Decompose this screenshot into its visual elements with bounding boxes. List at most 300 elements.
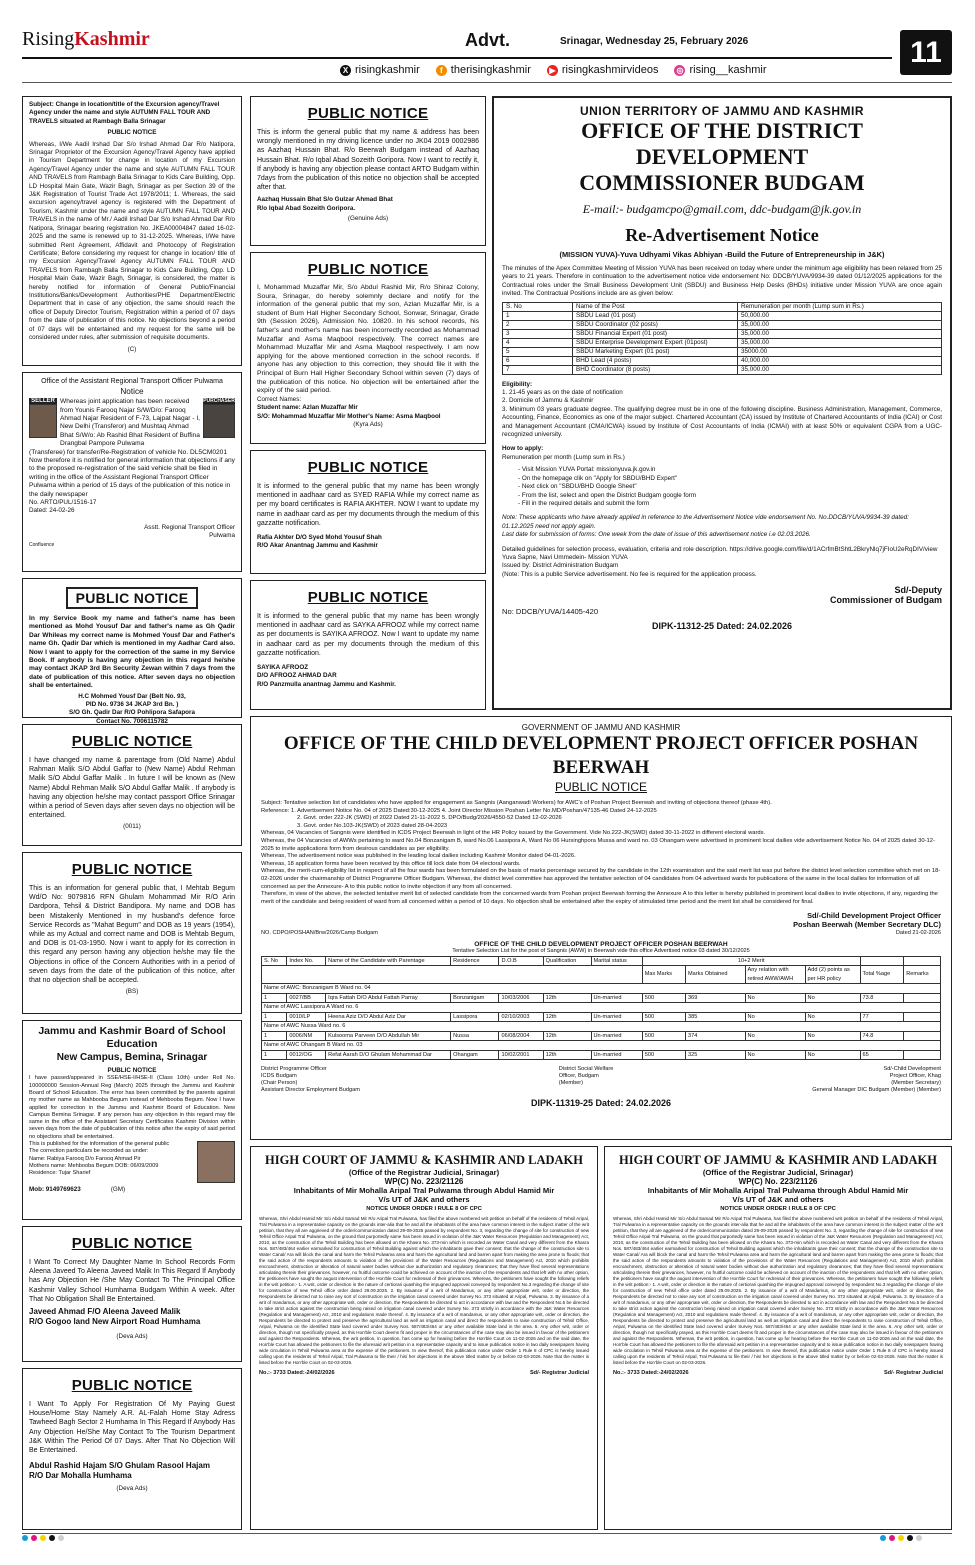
cell: Kulsooma Parveen D/O Abdullah Mir [326, 1031, 451, 1041]
cell [904, 1050, 941, 1060]
youtube-icon: ▶ [547, 65, 558, 76]
step-item: - Next click on "SBDU/BHD Google Sheet" [518, 483, 637, 491]
cell: 3 [503, 329, 573, 338]
cdpo-reference: 3. Govt. order No.103-JK(SWD) of 2023 dated 28-04-2023 [297, 822, 448, 829]
cell: 50,000.00 [738, 311, 942, 320]
hc-notice: NOTICE UNDER ORDER I RULE 8 OF CPC [366, 1206, 482, 1212]
group-label: Name of AWC: Bonzanigam B Ward no. 04 [262, 984, 941, 994]
rto-office: Office of the Assistant Regional Transport Officer Pulwama [41, 378, 223, 385]
cell [904, 1031, 941, 1041]
table-header: Max Marks [642, 966, 685, 984]
committee-line: ICDS Budgam [261, 1073, 297, 1080]
cell: 1 [262, 1050, 287, 1060]
cdpo-subject: Subject: Tentative selection list of candidates who have applied for engagement as Sangnis (Aanganwadi Workers) for AWC's of Poshan Project Beerwah and inviting of objections thereof (phase 4th). [261, 800, 772, 806]
group-label: Name of AWC Nussa Ward no. 6 [262, 1022, 941, 1032]
table-header: Residence [451, 956, 499, 966]
brand-plain: Rising [22, 28, 75, 50]
cdpo-title: OFFICE OF THE CHILD DEVELOPMENT PROJECT OFFICER POSHAN BEERWAH [283, 733, 919, 778]
bose-title: Jammu and Kashmir Board of School Education [38, 1025, 226, 1050]
table-header: Qualification [543, 956, 591, 966]
cell: SBDU Coordinator (02 posts) [573, 320, 738, 329]
cell: 40,000.00 [738, 356, 942, 365]
remuneration-note: Remuneration per month (Lump sum in Rs.) [502, 453, 625, 461]
rto-body-bottom: (Transferee) for transfer/Re-Registration of vehicle No. DL5CM0201 Now therefore it is notified for general information that objections if any to the proposed re-registration of the said vehicle shall be filed in writing in the office of the Assistant Regional Transport Officer Pulwama within a period of 15 days of the publication of this notice in the daily newspaper [29, 448, 235, 498]
table-header: Name of the Candidate with Parentage [326, 956, 451, 966]
hc-case: WP(C) No. 223/21126 [384, 1177, 464, 1186]
purchaser-tag: PURCHASER [203, 398, 235, 405]
ad-title: PUBLIC NOTICE [71, 861, 193, 878]
sig-line: R/o Iqbal Abad Sozeith Goripora. [257, 204, 356, 212]
cell: No [745, 1012, 805, 1022]
cell: 385 [686, 1012, 746, 1022]
cell: 500 [642, 1012, 685, 1022]
bose-field: Mothers name: Mehbooba Begum DOB: 06/09/2009 [29, 1162, 159, 1169]
ad-footer: (BS) [125, 988, 139, 996]
cell: Iqra Fattah D/O Abdul Fattah Parray [326, 993, 451, 1003]
cell: 74.8 [860, 1031, 904, 1041]
brand-accent: Kashmir [74, 28, 150, 50]
registration-dot [49, 1535, 55, 1541]
cell: Ohangam [451, 1050, 499, 1060]
cell: Bonzanigam [451, 993, 499, 1003]
ddc-sig2: Commissioner of Budgam [829, 595, 942, 606]
cell: 35,000.00 [738, 320, 942, 329]
ad-body: I Want To Apply For Registration Of My Paying Guest House/Home Stay Namely A.R. AL-Falah Home Stay Adress Tawheed Bagh Sector 2 Humhama In This Regard If Anybody Has Any Objection He/She May Contact To The Tourism Department J&K Within The Period Of 07 Days. After That No Objection Will Be Entertained. [29, 1401, 235, 1455]
registration-marks-left [22, 1535, 64, 1547]
selection-table [261, 956, 941, 1061]
ad-body: Whereas, I/We Aadil Irshad Dar S/o Irshad Ahmad Dar R/o Natipora, Srinagar Proprietor of the Excursion Agency/Travel Agency have applied in Tourism Department for change in location of my Excursion Agency/Travel Agency under the name and style AUTUMN FALL TOUR AND TRAVELS from Rambagh Balla Srinagar to Kids Care Building, Opp. LD Hospital Main Gate, Wazir Bagh, Srinagar as per Section 39 of the J&K Registration of Tourist Trade Act 1978/2011; 1. Whereas, the said excursion agency/travel agency is registered with the Department of Tourism, Kashmir under the name and style AUTUMN FALL TOUR AND TRAVELS in the name of Mr./ Aadil Irshad Dar S/o Irshad Ahmad Dar R/o Natipora, Srinagar bearing registration No. JKEA00004847 dated 16-02-2025 and the same is renewed up to 31-12-2025. Whereas, I/We have submitted Rent Agreement, Affidavit and Photocopy of Registration Certificate; Before considering my request for change in location/ title of my Excursion Agency/Travel Agency AUTUMN FALL TOUR AND TRAVELS from Rambagh Balla Srinagar to Kids Care Building, Opp. LD Hospital Main Gate, Wazir Bagh, Srinagar, is considered, the matter is hereby notified for information of General Public/Financial Institutions/Banks/Development Authorities/PHE Department/Electric Department that in case of any objection, the same should reach the office of Deputy Director Tourism, Registration within a period of 07 days from the date of publication of this notice. No objections beyond a period of 07 days will be entertained and my request for the same will be considered under rules, after submission of requisite documents. [29, 140, 235, 341]
ad-title: PUBLIC NOTICE [66, 587, 199, 609]
rto-title: Notice [120, 387, 144, 397]
cell: 77 [860, 1012, 904, 1022]
ddc-sig1: Sd/-Deputy [894, 585, 942, 596]
eligibility-item: 2. Domicile of Jammu & Kashmir [502, 397, 594, 405]
ddc-email: E-mail:- budgamcpo@gmail.com, ddc-budgam@jk.gov.in [582, 202, 862, 216]
hc-office: (Office of the Registrar Judicial, Srinagar) [348, 1168, 500, 1177]
hc-sig: Sd/- Registrar Judicial [529, 1370, 589, 1376]
cdpo-para: Whereas, the merit-cum-eligibility list in respect of all the four wards has been formulated on the basis of marks percentage secured by the candidate in the 12th examination and the said merit list was put before the district level selection committee which met on 18-02-2026 under the chairmanship of District Programme Officer Budgam. Whereas, the district level committee has approved the tentative selection of 04 candidates from 04 advertised wards for publications of the same in the local dailies for information of all concerned as per the Annexure- A to this public notice to invite objection if any from all concerned. [261, 868, 941, 890]
eligibility-item: 1. 21-45 years as on the date of notification [502, 389, 623, 397]
cell: 5 [503, 347, 573, 356]
cell: 35,000.00 [738, 338, 942, 347]
cdpo-para: Whereas, the 04 Vacancies of AWWs pertaining to ward No.04 Bonzanigam B, ward No.06 Lassipora A, Ward No 06 Hursinghpora Mussa and ward no. 03 Ohangam were advertised in prominent local dailies vide advertisement Notice No. 04 of 2025 dated 30-12-2025 to invite applications form from desirous candidates as per eligibility. [261, 837, 935, 852]
ddc-public-service: (Note: This is a public Service advertisement. No fee is required for the application process. [502, 570, 757, 578]
table-header: S. No [503, 302, 573, 311]
table-header-row [503, 302, 942, 311]
ad-title: PUBLIC NOTICE [307, 459, 429, 476]
registration-dot [880, 1535, 886, 1541]
cell: Un-married [591, 1012, 642, 1022]
cell: 35,000.00 [738, 329, 942, 338]
sig-line: R/O Gogoo land New Airport Road Humhama [29, 1317, 201, 1327]
posts-table [502, 302, 942, 375]
ad-rafia-aadhaar [250, 450, 486, 574]
page-number: 11 [900, 30, 952, 75]
ad-cdpo-beerwah [250, 716, 952, 1140]
hc-vs: V/s UT of J&K and others [732, 1195, 824, 1204]
cell: 35,000.00 [738, 365, 942, 374]
instagram-icon: ◎ [674, 65, 685, 76]
ad-mehtab-begum [22, 852, 242, 1014]
registration-dot [22, 1535, 28, 1541]
hc-parties: Inhabitants of Mir Mohalla Aripal Tral Pulwama through Abdul Hamid Mir [293, 1186, 555, 1195]
bose-subtitle: New Campus, Bemina, Srinagar [56, 1052, 208, 1063]
ad-aleena-correction [22, 1226, 242, 1362]
ddc-last-date: Last date for submission of forms: One week from the date of issue of this advertisement notice i.e 02.03.2026. [502, 531, 811, 539]
committee-line: District Social Welfare [558, 1066, 614, 1073]
masthead-brand [22, 28, 150, 51]
group-row [262, 984, 941, 994]
registration-dot [889, 1535, 895, 1541]
table-header: Name of the Post [573, 302, 738, 311]
hc-title: HIGH COURT OF JAMMU & KASHMIR AND LADAKH [265, 1153, 583, 1167]
cell: Un-married [591, 993, 642, 1003]
table-header: D.O.B [499, 956, 543, 966]
ddc-office-line1: OFFICE OF THE DISTRICT DEVELOPMENT [581, 118, 863, 169]
ad-title: PUBLIC NOTICE [71, 1377, 193, 1394]
sig-line: R/O Dar Mohalla Humhama [29, 1471, 132, 1481]
hc-office: (Office of the Registrar Judicial, Srinagar) [702, 1168, 854, 1177]
cell: 500 [642, 1031, 685, 1041]
ad-sayika-aadhaar [250, 580, 486, 710]
ad-footer: (0011) [123, 823, 141, 831]
ad-body: In my Service Book my name and father's name has been mentioned as Mohd Yousuf Dar and father's name as Gh Qadir Dar Whileas my correct name is Mohmed Yousf Dar and Father's name Gh. Qadir Dar which is mentioned in my Aadhar Card also. Now I want to apply for the correction of the same in my Service Book. If anybody is having any objection in this regard he/she may contact JKAP 3rd Bn Security Zewan within 7 days from the date of publication of this notice. After seven days no objection shall be entertained. [29, 615, 235, 690]
cell: Un-married [591, 1031, 642, 1041]
bose-mob: Mob: 9149769623 [29, 1186, 81, 1194]
cell: 35000.00 [738, 347, 942, 356]
ad-title: PUBLIC NOTICE [71, 733, 193, 750]
ad-excursion-agency [22, 96, 242, 366]
cdpo-dipk: DIPK-11319-25 Dated: 24.02.2026 [530, 1098, 672, 1109]
cell: 325 [686, 1050, 746, 1060]
table-row [503, 320, 942, 329]
cell: 374 [686, 1031, 746, 1041]
hc-body: Whereas, Shri Abdul Hamid Mir S/o Abdul Samad Mir R/o Aripal Tral Pulwama, has filed the above numbered writ petition on behalf of the residents of Tehsil Aripal, Tral Pulwama in a representative capacity on the grounds inter-alia that he and all the inhabitants of the area have common interest in the subject matter of the writ petition, that they all are aggrieved of the order/communication dated 29-09-2025 passed by respondent No. 3, regarding the change of site for construction of new Tehsil Office Aripal Tral Pulwama, on the ground that purportedly same has been issued in violation of the J&K Water Resources (Regulation and Management) Act, 2010, as the construction of the Tehsil Building has been allowed on the Khasra No. 373-min which is recorded as Water Canal and very different from the Khasra Nos. 587/483/464 earlier earmarked for construction of Tehsil Building against which the inhabitants gave their consent; that the change of the construction site to Water Canal/ Ara will block the canal and harm the Tehsil Pulwama area and harm the agricultural land and barren apart from making the area prone to floods; that the said action of the respondents amounts to violation of the provisions of the Water Resources (Regulations and Management) Act, 2010 which prohibits encroachment, obstruction or alteration of natural water bodies without due authorization and regulatory clearances; that they have filed several representations articulating therein their grievances, however, no fruitful outcome could be achieved on account of the inaction of the respondents and that left with no other option, the petitioners have sought the august intervention of the Hon'ble Court for redressal of their grievances. Whereas, the petitioners have sought the following reliefs in the writ petition:- 1. A writ, order or direction in the nature of certiorari quashing the impugned approval conveyed by respondent No.3 regarding the change of site for construction of new Tehsil office order dated 29.09.2025. 2. By issuance of a writ of Mandamus, or any other appropriate writ, order or direction, the Respondents be directed not to raise any sort of construction on the irrigation canal covered under Survey No. 373 situated at Aripal, Pulwama. 3. By issuance of a writ of mandamus, or any other appropriate writ, order or direction, the Respondents be directed to act in accordance with law and the Respondent No.5 be directed to take strict action against the construction being raised on irrigation canal covered under Survey No. 373 strictly in accordance with the J&K Water Resources (Regulation and Management) Act, 2010 and regulations made thereof. 4. By issuance of a writ of mandamus, or any other appropriate writ, order or direction, the Respondents be directed to protect and preserve the agricultural land as well as irrigation canal and direct the respondents to raise construction of Tehsil Office, Aripal, Pulwama on the identified State land covered under Survey Nos. 587/483/464 or any other available State land in the area. 5. Any other writ, order or direction, though not specifically prayed, as this Hon'ble Court deems fit and proper in the circumstances of the case may also be issued in favour of the petitioners and against the Respondents. Whereas, the writ petition, in question, has come up for hearing before the Hon'ble Court on 11-02-2026 and on the said date, the Hon'ble Court has allowed the petitioners to file the aforesaid writ petition in a representative capacity and to issue publication notice in two daily newspapers having wide circulation in Tehsil Pulwama area at the expense of the petitioners. In view thereof, this publication notice under Order 1 Rule 8 of CPC is hereby issued calling upon the residents of Tehsil Aripal, Tral Pulwama to file their / his/ her objections in the above titled matter by or before 02-03-2026. Note that the matter is listed before the Hon'ble Court on 02-03-2026. [259, 1216, 589, 1365]
ad-subject: Subject: Change in location/title of the Excursion agency/Travel Agency under the name and style AUTUMN FALL TOUR AND TRAVELS situated at Rambagh Balla Srinagar [29, 101, 220, 125]
rto-signature: Asstt. Regional Transport Officer Pulwama [144, 523, 235, 540]
cell: 500 [642, 1050, 685, 1060]
cell: 369 [686, 993, 746, 1003]
registration-dot [916, 1535, 922, 1541]
rto-body-top: Whereas joint application has been received from Younis Farooq Najar S/W/D/o: Farooq Ahmad Najar Resident of F-73, Lajpat Nagar - I, New Delhi (Transferor) and Mushtaq Ahmad Bhat S/W/o: Ab Rashid Bhat Resident of Buffina Drangbal Pampore Pulwama [60, 398, 201, 448]
ad-high-court-copy-1 [250, 1146, 598, 1530]
ddc-tagline: Yuva Sapne, Navi Ummedein- Mission YUVA [502, 553, 628, 561]
cell: Nussa [451, 1031, 499, 1041]
ad-service-book [22, 578, 242, 725]
table-row [262, 1012, 941, 1022]
sig-line: Abdul Rashid Hajam S/O Ghulam Rasool Hajam [29, 1461, 210, 1471]
dateline: Srinagar, Wednesday 25, February 2026 [560, 36, 749, 47]
cell: 0010/LP [287, 1012, 326, 1022]
ad-footer: (GM) [110, 1186, 126, 1194]
ddc-issued: Issued by: District Administration Budgam [502, 562, 619, 570]
cell: Refat Aarah D/O Ghulam Mohammad Dar [326, 1050, 451, 1060]
eligibility-label: Eligibility: [502, 380, 533, 388]
hc-sig: Sd/- Registrar Judicial [883, 1370, 943, 1376]
ddc-note: Note: These applicants who have already applied in reference to the Advertisement Notice vide endorsement No. No.DDCB/YUVA/9934-39 dated: 01.12.2025 need not apply again. [502, 514, 909, 530]
step-item: - On the homepage clik on "Apply for SBDU/BHD Expert" [518, 474, 678, 482]
sig-line: H.C Mohmed Yousf Dar (Belt No. 93, [78, 692, 186, 700]
ad-home-stay [22, 1368, 242, 1530]
sig-line: SAYIKA AFROOZ [257, 664, 309, 672]
header-rule [22, 57, 892, 59]
sig-line: S/O Gh. Qadir Dar R/O Pohlipora Safapora [69, 709, 195, 717]
ad-body: This is inform the general public that my name & address has been wrongly mentioned in my driving licence under no JK04 2019 0002986 as Aazhaq Hussain Bhat. R/o Beerwah Budgam instead of Aazhaq Hussain Bhat. R/o Iqbal Abad Sozeith Goripora. Now I want to rectify it, If anybody is having any objection please contact ARTO Budgam within 7days from the publication of this notice no objection shall be accepted after that. [257, 129, 479, 192]
bose-field: Residence: Tujar Sharief [29, 1170, 91, 1177]
cell: BHD Lead (4 posts) [573, 356, 738, 365]
ad-body: I, Mohammad Muzaffar Mir, S/o Abdul Rashid Mir, R/o Shiraz Colony, Soura, Srinagar, do hereby solemnly declare and notify for the information of the general public that my son, Azlan Muzaffar Mir, is a student of Bum Hall Higher Secondary School, Sonwar, Srinagar, Grade 9th (Session 2026), Admission No. 10820. In his school records, his father's and mother's name has been incorrectly recorded as Mohammad Muzaffar and Asma Maqbool respectively. The correct names are Mohammad Muzaffar Mir and Asma Maqbool respectively. I am now applying for the above mentioned correction in the school records. If anyone has any objection to this correction, they should file it with the Principal of Burn Hall Higher Secondary School within seven (7) days of the publication of this notice. No objection will be entertained after the expiry of the said period. [257, 284, 479, 395]
how-label: How to apply: [502, 445, 544, 453]
ad-title: PUBLIC NOTICE [307, 105, 429, 122]
cell: 1 [262, 993, 287, 1003]
cell: No [805, 1031, 860, 1041]
ad-footer: (Deva Ads) [116, 1485, 148, 1493]
cell: 4 [503, 338, 573, 347]
bose-published: This is published for the information of the general public [29, 1141, 170, 1148]
seller-tag: SELLER [29, 398, 57, 404]
social-handle[interactable]: therisingkashmir [450, 64, 531, 76]
cdpo-reference: Reference: 1. Advertisement Notice No. 04 of 2025 Dated:30-12-2025 4. Joint Director Mission Poshan Letter No.MD/Poshan/47135-46 Dated 24-12-2025 [261, 807, 657, 814]
x-icon: X [340, 65, 351, 76]
ad-name-change-malik [22, 724, 242, 846]
table-header: 10+2 Merit [642, 956, 860, 966]
header-rule-thin [22, 82, 952, 83]
ad-azhaq-licence [250, 96, 486, 246]
table-row [503, 365, 942, 374]
social-handle[interactable]: risingkashmir [355, 64, 420, 76]
cdpo-table-title: OFFICE OF THE CHILD DEVELOPMENT PROJECT OFFICER POSHAN BEERWAH [474, 940, 728, 948]
cell: Heena Aziz D/O Abdul Aziz Dar [326, 1012, 451, 1022]
purchaser-photo [203, 404, 235, 438]
cdpo-para: Whereas, 04 Vacancies of Sangnis were identified in ICDS Project Beerwah in light of the HR Policy issued by the Government. Vide No.222-JK(SWD) dated 30-11-2022 in different electoral wards. [261, 830, 766, 837]
section-label: Advt. [465, 30, 510, 50]
cell: 1 [503, 311, 573, 320]
cell: 10/03/2006 [499, 993, 543, 1003]
ad-bose-correction [22, 1020, 242, 1220]
bose-body: I have passed/appeared in SSE/HSE-I/HSE-II (Class 10th) under Roll No. 100000000 Session-Annual Reg (March) 2025 through the Jammu and Kashmir Board of School Education. The error has been committed by the parents against my mother name as Mahbooba Begum instead of Mehbooba Begum. Now I have applied for correction in the Jammu and Kashmir Board of Education. New Campus Bemina Srinagar. If any person has any objection in this regard may file same in the office of the Assistant Secretary Certificates Kashmir Division within seven days from the date of publication of this notice after the expiry of said period no objections shall be entertained. [29, 1075, 235, 1140]
cell: 73.8 [860, 993, 904, 1003]
ad-footer: (Kyra Ads) [353, 420, 383, 428]
hc-parties: Inhabitants of Mir Mohalla Aripal Tral Pulwama through Abdul Hamid Mir [647, 1186, 909, 1195]
cdpo-para: Therefore, in view of the above, the selected tentative merit list of selected candidate from the concerned wards from Poshan project Beerwah forming the Annexure A to this letter is hereby published in prominent local dailies to invite objections, if any, regarding the merit of the candidate and being resident of ward from all concerned within a period of 10 days. No objection shall be entertained after the expiry of stimulated time period and the merit list shall be considered for final. [261, 891, 938, 905]
ddc-dipk: DIPK-11312-25 Dated: 24.02.2026 [651, 620, 793, 631]
ad-footer: (Deva Ads) [116, 1333, 148, 1341]
ddc-guidelines: Detailed guidelines for selection process, evaluation, criteria and role description. https://drive.google.com/file/d/1ACrfmBtShtL2BkryNlq7jFIoU2eRqDIV/view [502, 545, 938, 553]
rto-dated: Dated: 24-02-26 [29, 507, 75, 515]
registration-dot [31, 1535, 37, 1541]
cell: 12th [543, 1050, 591, 1060]
ad-body: It is informed to the general public that my name has been wrongly mentioned in aadhaar card as SYED RAFIA While my correct name as per my board certificates is RAFIA AKHTER. NOW I want to update my name in aadhaar card as per my documents through the medium of this gazzatte notification. [257, 483, 479, 527]
cell: 12th [543, 993, 591, 1003]
eligibility-item: 3. Minimum 03 years graduate degree. The qualifying degree must be in one of the following discipline. Business Administration, Management, Commerce, Accounting, Finance, Economics as one of the major subject. Chartered Accountant (CA) issued by Institute of Chartered Accountants of India (ICAI) or Cost and Management Accountant (CMA/ICWA) issued by Institute of Cost Accountants of India (ICMAI) with at least 50% or equivalent CGPA from a UGC-recognized university. [502, 405, 942, 439]
cell: 12th [543, 1012, 591, 1022]
cell: No [805, 1012, 860, 1022]
registration-dot [40, 1535, 46, 1541]
facebook-icon: f [436, 65, 447, 76]
committee-line: Assistant Director Employment Budgam [261, 1087, 360, 1094]
ad-title: PUBLIC NOTICE [71, 1235, 193, 1252]
table-header: Remarks [904, 966, 941, 984]
ad-ddc-budgam [492, 96, 952, 710]
ddc-ut: UNION TERRITORY OF JAMMU AND KASHMIR [579, 104, 864, 118]
cell: BHD Coordinator (8 posts) [573, 365, 738, 374]
cell: 65 [860, 1050, 904, 1060]
cell: 2 [503, 320, 573, 329]
rto-ref: No. ARTO/PUL/1516-17 [29, 499, 97, 507]
ddc-intro: The minutes of the Apex Committee Meeting of Mission YUVA has been received on today where under the minimum age eligibility has been relaxed from 25 years to 21 years. Therefore in continuation to the advertisement notice vide endorsement No: DDCB/YUVA/9934-39 dated 01/12/2025 applications for the Contractual roles under the Small Business Development Unit (SBDU) and Business Help Desks (BHDs) initiative under Mission YUVA are once again invited. The Contractual Positions include are as given below: [502, 265, 942, 298]
social-handle[interactable]: risingkashmirvideos [561, 64, 659, 76]
hc-ref: No.:- 3733 Dated:-24/02/2026 [613, 1370, 689, 1376]
ad-title: PUBLIC NOTICE [307, 589, 429, 606]
correct-names-label: Correct Names: [257, 395, 302, 403]
table-row [503, 338, 942, 347]
table-header [262, 966, 643, 984]
group-label: Name of AWC Ohangam B Ward no. 03 [262, 1041, 941, 1051]
hc-ref: No.:- 3733 Dated:-24/02/2026 [259, 1370, 335, 1376]
hc-notice: NOTICE UNDER ORDER I RULE 8 OF CPC [720, 1206, 836, 1212]
cell: SBDU Enterprise Development Expert (01post) [573, 338, 738, 347]
cell: No [805, 1050, 860, 1060]
table-header: Marital status [591, 956, 642, 966]
cell [904, 993, 941, 1003]
bose-field: Name: Rabiya Farooq D/o Farooq Ahmad Pir [29, 1155, 141, 1162]
committee-line: District Programme Officer [261, 1066, 327, 1073]
cell [904, 1012, 941, 1022]
ddc-mission: (MISSION YUVA)-Yuva Udhyami Vikas Abhiyan -Build the Future of Entrepreneurship in J&K) [559, 250, 885, 259]
group-row [262, 1022, 941, 1032]
table-row [262, 993, 941, 1003]
group-row [262, 1041, 941, 1051]
cdpo-reference: 2. Govt. order 222-JK (SWD) of 2022 Dated 21-11-2022 5. DPO/Budg/2026/4550-52 Dated 12-02-2026 [297, 815, 562, 822]
cdpo-table-subtitle: Tentative Selection List for the post of Sangnis (AWW) in Beerwah vide this office Advertised notice 03 dated 30/12/2025 [452, 947, 750, 954]
cdpo-dated: Dated 21-02-2026 [895, 930, 941, 937]
table-header: S. No [262, 956, 287, 966]
cdpo-subtitle: PUBLIC NOTICE [554, 780, 647, 794]
cell: 1 [262, 1012, 287, 1022]
table-row [503, 329, 942, 338]
table-row [503, 347, 942, 356]
sig-line: D/O AFROOZ AHMAD DAR [257, 672, 337, 680]
cell: 10/02/2001 [499, 1050, 543, 1060]
cell: SBDU Lead (01 post) [573, 311, 738, 320]
committee-line: (Chair Person) [261, 1080, 298, 1087]
committee-line: General Manager DIC Budgam (Member) (Member) [812, 1087, 941, 1094]
sig-line: R/O Akar Anantnag Jammu and Kashmir [257, 542, 378, 550]
seller-photo [29, 404, 57, 438]
table-header [860, 956, 904, 966]
cdpo-sig2: Poshan Beerwah (Member Secretary DLC) [793, 920, 941, 930]
footer-rule [22, 1533, 952, 1534]
cell: No [805, 993, 860, 1003]
sig-line: R/O Panzmulla anantnag Jammu and Kashmir. [257, 680, 396, 688]
table-header: Any relation with retired AWW/AWH [745, 966, 805, 984]
table-header: Remuneration per month (Lump sum in Rs.) [738, 302, 942, 311]
cell: SBDU Marketing Expert (01 post) [573, 347, 738, 356]
hc-body: Whereas, Shri Abdul Hamid Mir S/o Abdul Samad Mir R/o Aripal Tral Pulwama, has filed the above numbered writ petition on behalf of the residents of Tehsil Aripal, Tral Pulwama in a representative capacity on the grounds inter-alia that he and all the inhabitants of the area have common interest in the subject matter of the writ petition, that they all are aggrieved of the order/communication dated 29-09-2025 passed by respondent No. 3, regarding the change of site for construction of new Tehsil Office Aripal Tral Pulwama, on the ground that purportedly same has been issued in violation of the J&K Water Resources (Regulation and Management) Act, 2010, as the construction of the Tehsil Building has been allowed on the Khasra No. 373-min which is recorded as Water Canal and very different from the Khasra Nos. 587/483/464 earlier earmarked for construction of Tehsil Building against which the inhabitants gave their consent; that the change of the construction site to Water Canal/ Ara will block the canal and harm the Tehsil Pulwama area and harm the agricultural land and barren apart from making the area prone to floods; that the said action of the respondents amounts to violation of the provisions of the Water Resources (Regulations and Management) Act, 2010 which prohibits encroachment, obstruction or alteration of natural water bodies without due authorization and regulatory clearances; that they have filed several representations articulating therein their grievances, however, no fruitful outcome could be achieved on account of the inaction of the respondents and that left with no other option, the petitioners have sought the august intervention of the Hon'ble Court for redressal of their grievances. Whereas, the petitioners have sought the following reliefs in the writ petition:- 1. A writ, order or direction in the nature of certiorari quashing the impugned approval conveyed by respondent No.3 regarding the change of site for construction of new Tehsil office order dated 29.09.2025. 2. By issuance of a writ of Mandamus, or any other appropriate writ, order or direction, the Respondents be directed not to raise any sort of construction on the irrigation canal covered under Survey No. 373 situated at Aripal, Pulwama. 3. By issuance of a writ of mandamus, or any other appropriate writ, order or direction, the Respondents be directed to act in accordance with law and the Respondent No.5 be directed to take strict action against the construction being raised on irrigation canal covered under Survey No. 373 strictly in accordance with the J&K Water Resources (Regulation and Management) Act, 2010 and regulations made thereof. 4. By issuance of a writ of mandamus, or any other appropriate writ, order or direction, the Respondents be directed to protect and preserve the agricultural land as well as irrigation canal and direct the respondents to raise construction of Tehsil Office, Aripal, Pulwama on the identified State land covered under Survey Nos. 587/483/464 or any other available State land in the area. 5. Any other writ, order or direction, though not specifically prayed, as this Hon'ble Court deems fit and proper in the circumstances of the case may also be issued in favour of the petitioners and against the Respondents. Whereas, the writ petition, in question, has come up for hearing before the Hon'ble Court on 11-02-2026 and on the said date, the Hon'ble Court has allowed the petitioners to file the aforesaid writ petition in a representative capacity and to issue publication notice in two daily newspapers having wide circulation in Tehsil Pulwama area at the expense of the petitioners. In view thereof, this publication notice under Order 1 Rule 8 of CPC is hereby issued calling upon the residents of Tehsil Aripal, Tral Pulwama to file their / his/ her objections in the above titled matter by or before 02-03-2026. Note that the matter is listed before the Hon'ble Court on 02-03-2026. [613, 1216, 943, 1365]
group-label: Name of AWC Lassipora A Ward no. 6 [262, 1003, 941, 1013]
ddc-ref: No: DDCB/YUVA/14405-420 [502, 607, 599, 617]
table-row [503, 356, 942, 365]
sig-line: PID No. 9736 34 JKAP 3rd Bn. ) [85, 701, 179, 709]
ad-high-court-copy-2 [604, 1146, 952, 1530]
table-header-row [262, 966, 941, 984]
group-row [262, 1003, 941, 1013]
registration-dot [898, 1535, 904, 1541]
cell: Un-married [591, 1050, 642, 1060]
table-row [262, 1031, 941, 1041]
committee-line: Officer, Budgam [558, 1073, 599, 1080]
sig-line: Student name: Azlan Muzaffar Mir [257, 404, 358, 412]
cdpo-para: Whereas, The advertisement notice was published in the leading local dailies including Kashmir Monitor dated 04-01-2026. [261, 853, 576, 860]
cell: SBDU Financial Expert (01 post) [573, 329, 738, 338]
cell: 06/08/2004 [499, 1031, 543, 1041]
bose-notice: PUBLIC NOTICE [107, 1067, 157, 1074]
committee-line: Sd/-Child Development [883, 1066, 941, 1073]
cell: 0012/OG [287, 1050, 326, 1060]
table-header: Marks Obtained [686, 966, 746, 984]
rto-agency: Confluence [29, 541, 55, 548]
ad-footer: (C) [127, 346, 137, 354]
step-item: - From the list, select and open the District Budgam google form [518, 491, 697, 499]
hc-title: HIGH COURT OF JAMMU & KASHMIR AND LADAKH [619, 1153, 937, 1167]
table-header: Index No. [287, 956, 326, 966]
social-links [340, 64, 767, 76]
sig-line: Contact No. 7006115782 [96, 717, 168, 725]
sig-line: Rafia Akhter D/O Syed Mohd Yousuf Shah [257, 534, 382, 542]
cell: 12th [543, 1031, 591, 1041]
ad-body: I have changed my name & parentage from (Old Name) Abdul Rahman Malik S/O Abdul Gaffar to (New Name) Abdul Rehman Malik S/O Abdul Gaffar Malik . In future I will be known as (New Name) Abdul Rehman Malik S/O Abdul Gaffar Malik . If anybody is having any objection he/she may contact passport Office Srinagar within a period of Seven days after seven days no objection will be entertained. [29, 757, 235, 820]
ad-title: PUBLIC NOTICE [107, 129, 157, 137]
ad-title: PUBLIC NOTICE [307, 261, 429, 278]
sig-line: S/O: Mohammad Muzaffar Mir Mother's Name: Asma Maqbool [257, 412, 441, 420]
table-row [262, 1050, 941, 1060]
table-header: Total %age [860, 966, 904, 984]
ad-body: This is an information for general public that, I Mehtab Begum Wd/O No: 9079816 RFN Ghulam Mohammad Mir R/O Arin Dardpora, Tehsil & District Bandipora. My name and DOB has been Mistakenly Mentioned in my husband's defence force Service Records as "Mahat Begum" and DOB as 19 years (1954), while as my Actual and correct name and DOB is Mehtab Begum, and DOB is 01-03-1950. Now i want to apply for its correction in this regard any person having any objection he/she may file the Objections in office of the Concern Authorities with in a period of seven days from the date of the publication of this notice, after that no objection shall be accepted. [29, 885, 235, 985]
bose-correction: The correction particulars be recorded as under: [29, 1148, 149, 1155]
cdpo-sig1: Sd/-Child Development Project Officer [807, 911, 941, 921]
cell: Lassipora [451, 1012, 499, 1022]
step-item: - Fill in the required details and submit the form [518, 499, 650, 507]
cdpo-ref: NO. CDPO/POSHAN/Brw/2026/Camp Budgam [261, 930, 378, 937]
cell: 0027/BB [287, 993, 326, 1003]
committee-line: Project Officer, Khag [889, 1073, 941, 1080]
cell: 500 [642, 993, 685, 1003]
ad-body: It is informed to the general public that my name has been wrongly mentioned in aadhaar card as SAYKA AFROOZ while my correct name as per documents is SAYIKA AFROOZ. Now I want to update my name in aadhaar card as per my documents through the medium of this gazzatte notification. [257, 613, 479, 657]
hc-vs: V/s UT of J&K and others [378, 1195, 470, 1204]
sig-line: Aazhaq Hussain Bhat S/o Gulzar Ahmad Bhat [257, 196, 393, 204]
registration-marks-right [880, 1535, 922, 1547]
cell: 0006/NM [287, 1031, 326, 1041]
cell: 6 [503, 356, 573, 365]
cell: 7 [503, 365, 573, 374]
cell: 02/10/2003 [499, 1012, 543, 1022]
cell: No [745, 1050, 805, 1060]
registration-dot [58, 1535, 64, 1541]
ad-footer: (Genuine Ads) [347, 215, 389, 223]
candidate-photo [197, 1141, 235, 1183]
ad-azlan-school [250, 252, 486, 444]
ad-body: I Want To Correct My Daughter Name In School Records Form Aleena Javeed To Aleena Javeed Malik In This Regard If Anybody has Any Objection He /She May Contact To The Principal Office Kashmir Valley School Humhama Budgam Within A week. After That No Obligation Shall Be Entertained. [29, 1259, 235, 1303]
step-item: - Visit Mission YUVA Portal: missionyuva.jk.gov.in [518, 466, 656, 474]
cdpo-gov: GOVERNMENT OF JAMMU AND KASHMIR [521, 723, 681, 732]
registration-dot [907, 1535, 913, 1541]
hc-case: WP(C) No. 223/21126 [738, 1177, 818, 1186]
committee-line: (Member) [558, 1080, 584, 1087]
social-handle[interactable]: rising__kashmir [689, 64, 767, 76]
ddc-title: Re-Advertisement Notice [625, 225, 819, 245]
table-header [904, 956, 941, 966]
ddc-office-line2: COMMISSIONER BUDGAM [579, 170, 865, 195]
